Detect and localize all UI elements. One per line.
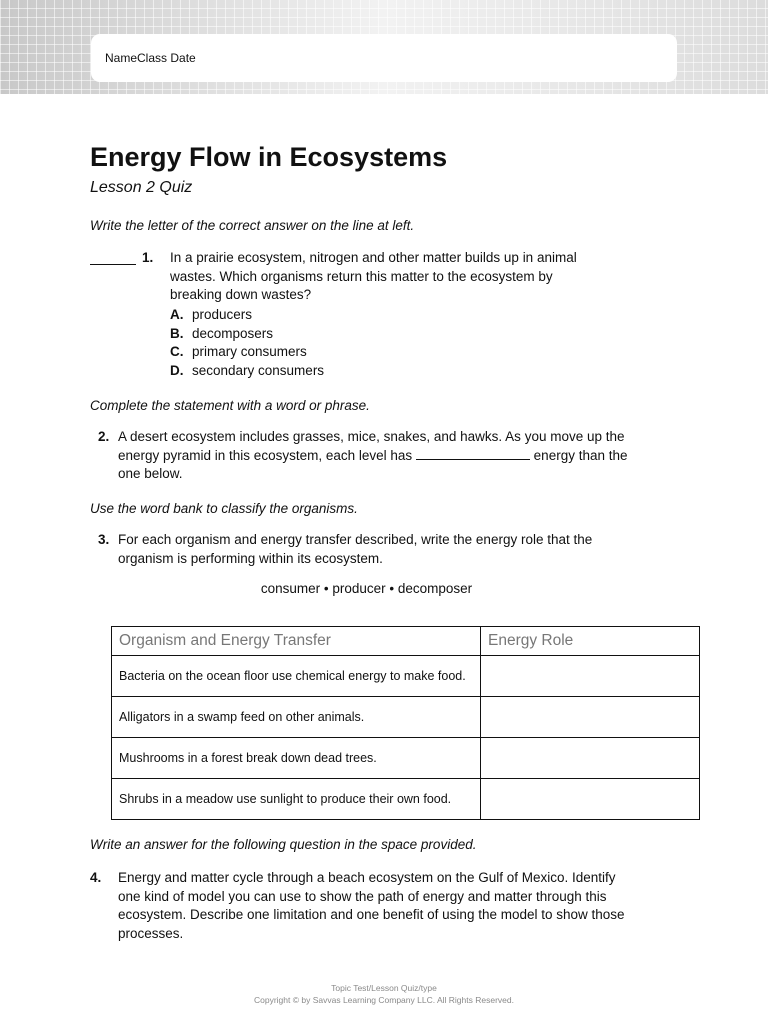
question-4-line-4: processes. bbox=[118, 925, 184, 941]
table-header-organism: Organism and Energy Transfer bbox=[112, 627, 481, 656]
question-1-line-2: wastes. Which organisms return this matter to the ecosystem by bbox=[170, 268, 553, 284]
organism-cell: Shrubs in a meadow use sunlight to produce their own food. bbox=[112, 779, 481, 820]
choice-c-text: primary consumers bbox=[192, 344, 307, 359]
footer-line-1: Topic Test/Lesson Quiz/type bbox=[331, 983, 437, 993]
name-class-date-field[interactable]: NameClass Date bbox=[91, 34, 677, 82]
table-row bbox=[112, 779, 700, 820]
organism-cell: Bacteria on the ocean floor use chemical energy to make food. bbox=[112, 656, 481, 697]
page-footer bbox=[0, 982, 768, 1006]
energy-role-answer-cell[interactable] bbox=[481, 779, 700, 820]
energy-role-answer-cell[interactable] bbox=[481, 697, 700, 738]
section3-instruction: Use the word bank to classify the organisms. bbox=[90, 501, 358, 516]
question-1-line-1: In a prairie ecosystem, nitrogen and other matter builds up in animal bbox=[170, 250, 577, 265]
question-3 bbox=[98, 531, 678, 568]
choice-a bbox=[170, 306, 324, 325]
question-4 bbox=[90, 869, 678, 943]
choice-d bbox=[170, 362, 324, 381]
question-2 bbox=[98, 428, 678, 484]
question-3-line-1: For each organism and energy transfer described, write the energy role that the bbox=[118, 532, 593, 547]
energy-role-answer-cell[interactable] bbox=[481, 738, 700, 779]
question-2-number: 2. bbox=[98, 429, 110, 444]
section4-instruction: Write an answer for the following question in the space provided. bbox=[90, 837, 477, 852]
table-row bbox=[112, 738, 700, 779]
choice-d-text: secondary consumers bbox=[192, 362, 325, 378]
section2-instruction: Complete the statement with a word or phrase. bbox=[90, 398, 370, 413]
page-title: Energy Flow in Ecosystems bbox=[90, 142, 448, 172]
section1-instruction: Write the letter of the correct answer on the line at left. bbox=[90, 218, 415, 233]
footer-copyright: Copyright © by Savvas Learning Company LLC. All Rights Reserved. bbox=[254, 995, 514, 1005]
fill-in-blank-q2[interactable] bbox=[416, 447, 530, 460]
page-subtitle: Lesson 2 Quiz bbox=[90, 179, 193, 196]
choice-b-letter: B. bbox=[170, 325, 184, 341]
question-2-line-2-end: energy than the bbox=[533, 447, 628, 463]
question-1-number: 1. bbox=[142, 250, 154, 265]
table-row bbox=[112, 656, 700, 697]
choice-c bbox=[170, 343, 324, 362]
word-bank: consumer • producer • decomposer bbox=[260, 581, 473, 596]
choice-a-letter: A. bbox=[170, 307, 184, 322]
energy-role-answer-cell[interactable] bbox=[481, 656, 700, 697]
question-3-line-2: organism is performing within its ecosystem. bbox=[118, 550, 383, 566]
question-4-number: 4. bbox=[90, 870, 102, 885]
answer-line-q1[interactable] bbox=[90, 248, 136, 265]
organism-cell: Alligators in a swamp feed on other animals. bbox=[112, 697, 481, 738]
choice-b bbox=[170, 325, 324, 344]
question-1-line-3: breaking down wastes? bbox=[170, 287, 312, 302]
energy-role-table bbox=[111, 626, 700, 820]
question-4-line-1: Energy and matter cycle through a beach ecosystem on the Gulf of Mexico. Identify bbox=[118, 870, 616, 885]
question-4-line-2: one kind of model you can use to show the path of energy and matter through this bbox=[118, 888, 607, 904]
question-2-line-2-start: energy pyramid in this ecosystem, each level has bbox=[118, 447, 413, 463]
question-3-number: 3. bbox=[98, 532, 110, 547]
table-header-energy-role: Energy Role bbox=[481, 627, 700, 656]
choice-a-text: producers bbox=[192, 307, 253, 322]
question-4-line-3: ecosystem. Describe one limitation and one benefit of using the model to show those bbox=[118, 907, 625, 922]
question-2-line-2 bbox=[118, 447, 678, 466]
question-1 bbox=[142, 249, 610, 305]
table-header-row bbox=[112, 627, 700, 656]
question-2-line-3: one below. bbox=[118, 466, 183, 481]
organism-cell: Mushrooms in a forest break down dead trees. bbox=[112, 738, 481, 779]
choice-c-letter: C. bbox=[170, 344, 184, 359]
question-2-line-1: A desert ecosystem includes grasses, mice, snakes, and hawks. As you move up the bbox=[118, 429, 625, 444]
question-1-choices bbox=[170, 306, 324, 380]
choice-d-letter: D. bbox=[170, 362, 184, 378]
table-row bbox=[112, 697, 700, 738]
choice-b-text: decomposers bbox=[192, 325, 274, 341]
